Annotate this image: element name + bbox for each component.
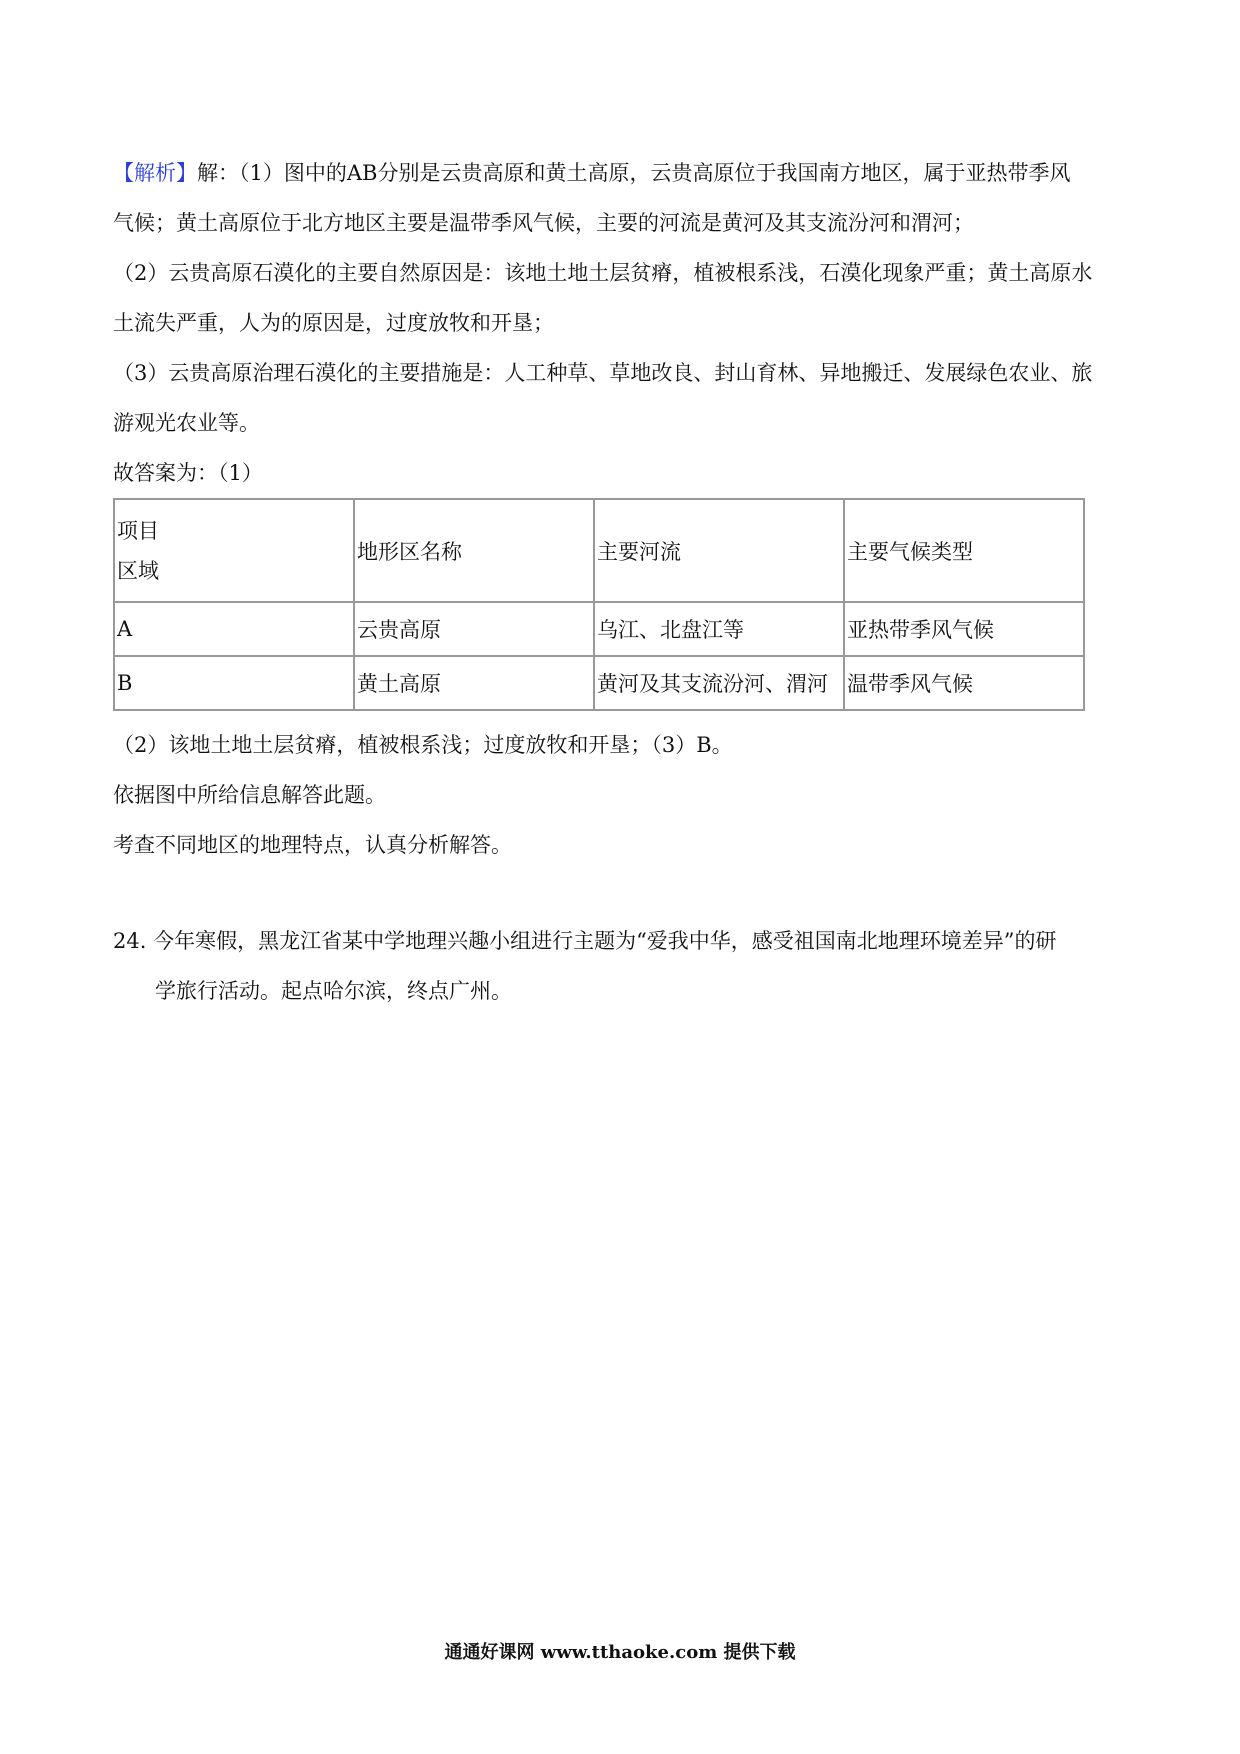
answer-intro: 故答案为：（1） xyxy=(113,461,263,485)
analysis-text-1: 解：（1）图中的AB分别是云贵高原和黄土高原，云贵高原位于我国南方地区，属于亚热带季风 xyxy=(197,161,1071,185)
after-table-line-3: 考查不同地区的地理特点，认真分析解答。 xyxy=(113,833,512,857)
header-river: 主要河流 xyxy=(594,499,844,602)
table-row xyxy=(114,656,1084,710)
question-24-line-2: 学旅行活动。起点哈尔滨，终点广州。 xyxy=(155,979,512,1003)
cell-landform: 云贵高原 xyxy=(354,602,594,656)
after-table-line-2: 依据图中所给信息解答此题。 xyxy=(113,783,386,807)
cell-region: B xyxy=(114,656,354,710)
page-footer: 通通好课网 www.tthaoke.com 提供下载 xyxy=(444,1642,796,1663)
analysis-line-4: 土流失严重，人为的原因是，过度放牧和开垦； xyxy=(113,311,554,335)
question-24-line-1: 24. 今年寒假，黑龙江省某中学地理兴趣小组进行主题为“爱我中华，感受祖国南北地理环境差异”的研 xyxy=(113,929,1057,953)
analysis-line-3: （2）云贵高原石漠化的主要自然原因是：该地土地土层贫瘠，植被根系浅，石漠化现象严重；黄土高原水 xyxy=(113,261,1093,285)
header-landform: 地形区名称 xyxy=(354,499,594,602)
table-header-row xyxy=(114,499,1084,602)
analysis-line-5: （3）云贵高原治理石漠化的主要措施是：人工种草、草地改良、封山育林、异地搬迁、发展绿色农业、旅 xyxy=(113,361,1093,385)
cell-river: 乌江、北盘江等 xyxy=(594,602,844,656)
answer-table xyxy=(113,498,1085,711)
analysis-tag: 【解析】 xyxy=(113,161,197,185)
table-row xyxy=(114,602,1084,656)
cell-climate: 亚热带季风气候 xyxy=(844,602,1084,656)
after-table-line-1: （2）该地土地土层贫瘠，植被根系浅；过度放牧和开垦；（3）B。 xyxy=(113,733,733,757)
cell-river: 黄河及其支流汾河、渭河 xyxy=(594,656,844,710)
cell-landform: 黄土高原 xyxy=(354,656,594,710)
header-climate: 主要气候类型 xyxy=(844,499,1084,602)
analysis-line-6: 游观光农业等。 xyxy=(113,411,260,435)
cell-region: A xyxy=(114,602,354,656)
cell-climate: 温带季风气候 xyxy=(844,656,1084,710)
header-corner-cell xyxy=(114,499,354,602)
header-corner-top: 项目 xyxy=(117,518,159,543)
header-corner-bottom: 区域 xyxy=(117,558,159,583)
analysis-line-1 xyxy=(113,160,1070,186)
analysis-line-2: 气候；黄土高原位于北方地区主要是温带季风气候，主要的河流是黄河及其支流汾河和渭河； xyxy=(113,211,974,235)
